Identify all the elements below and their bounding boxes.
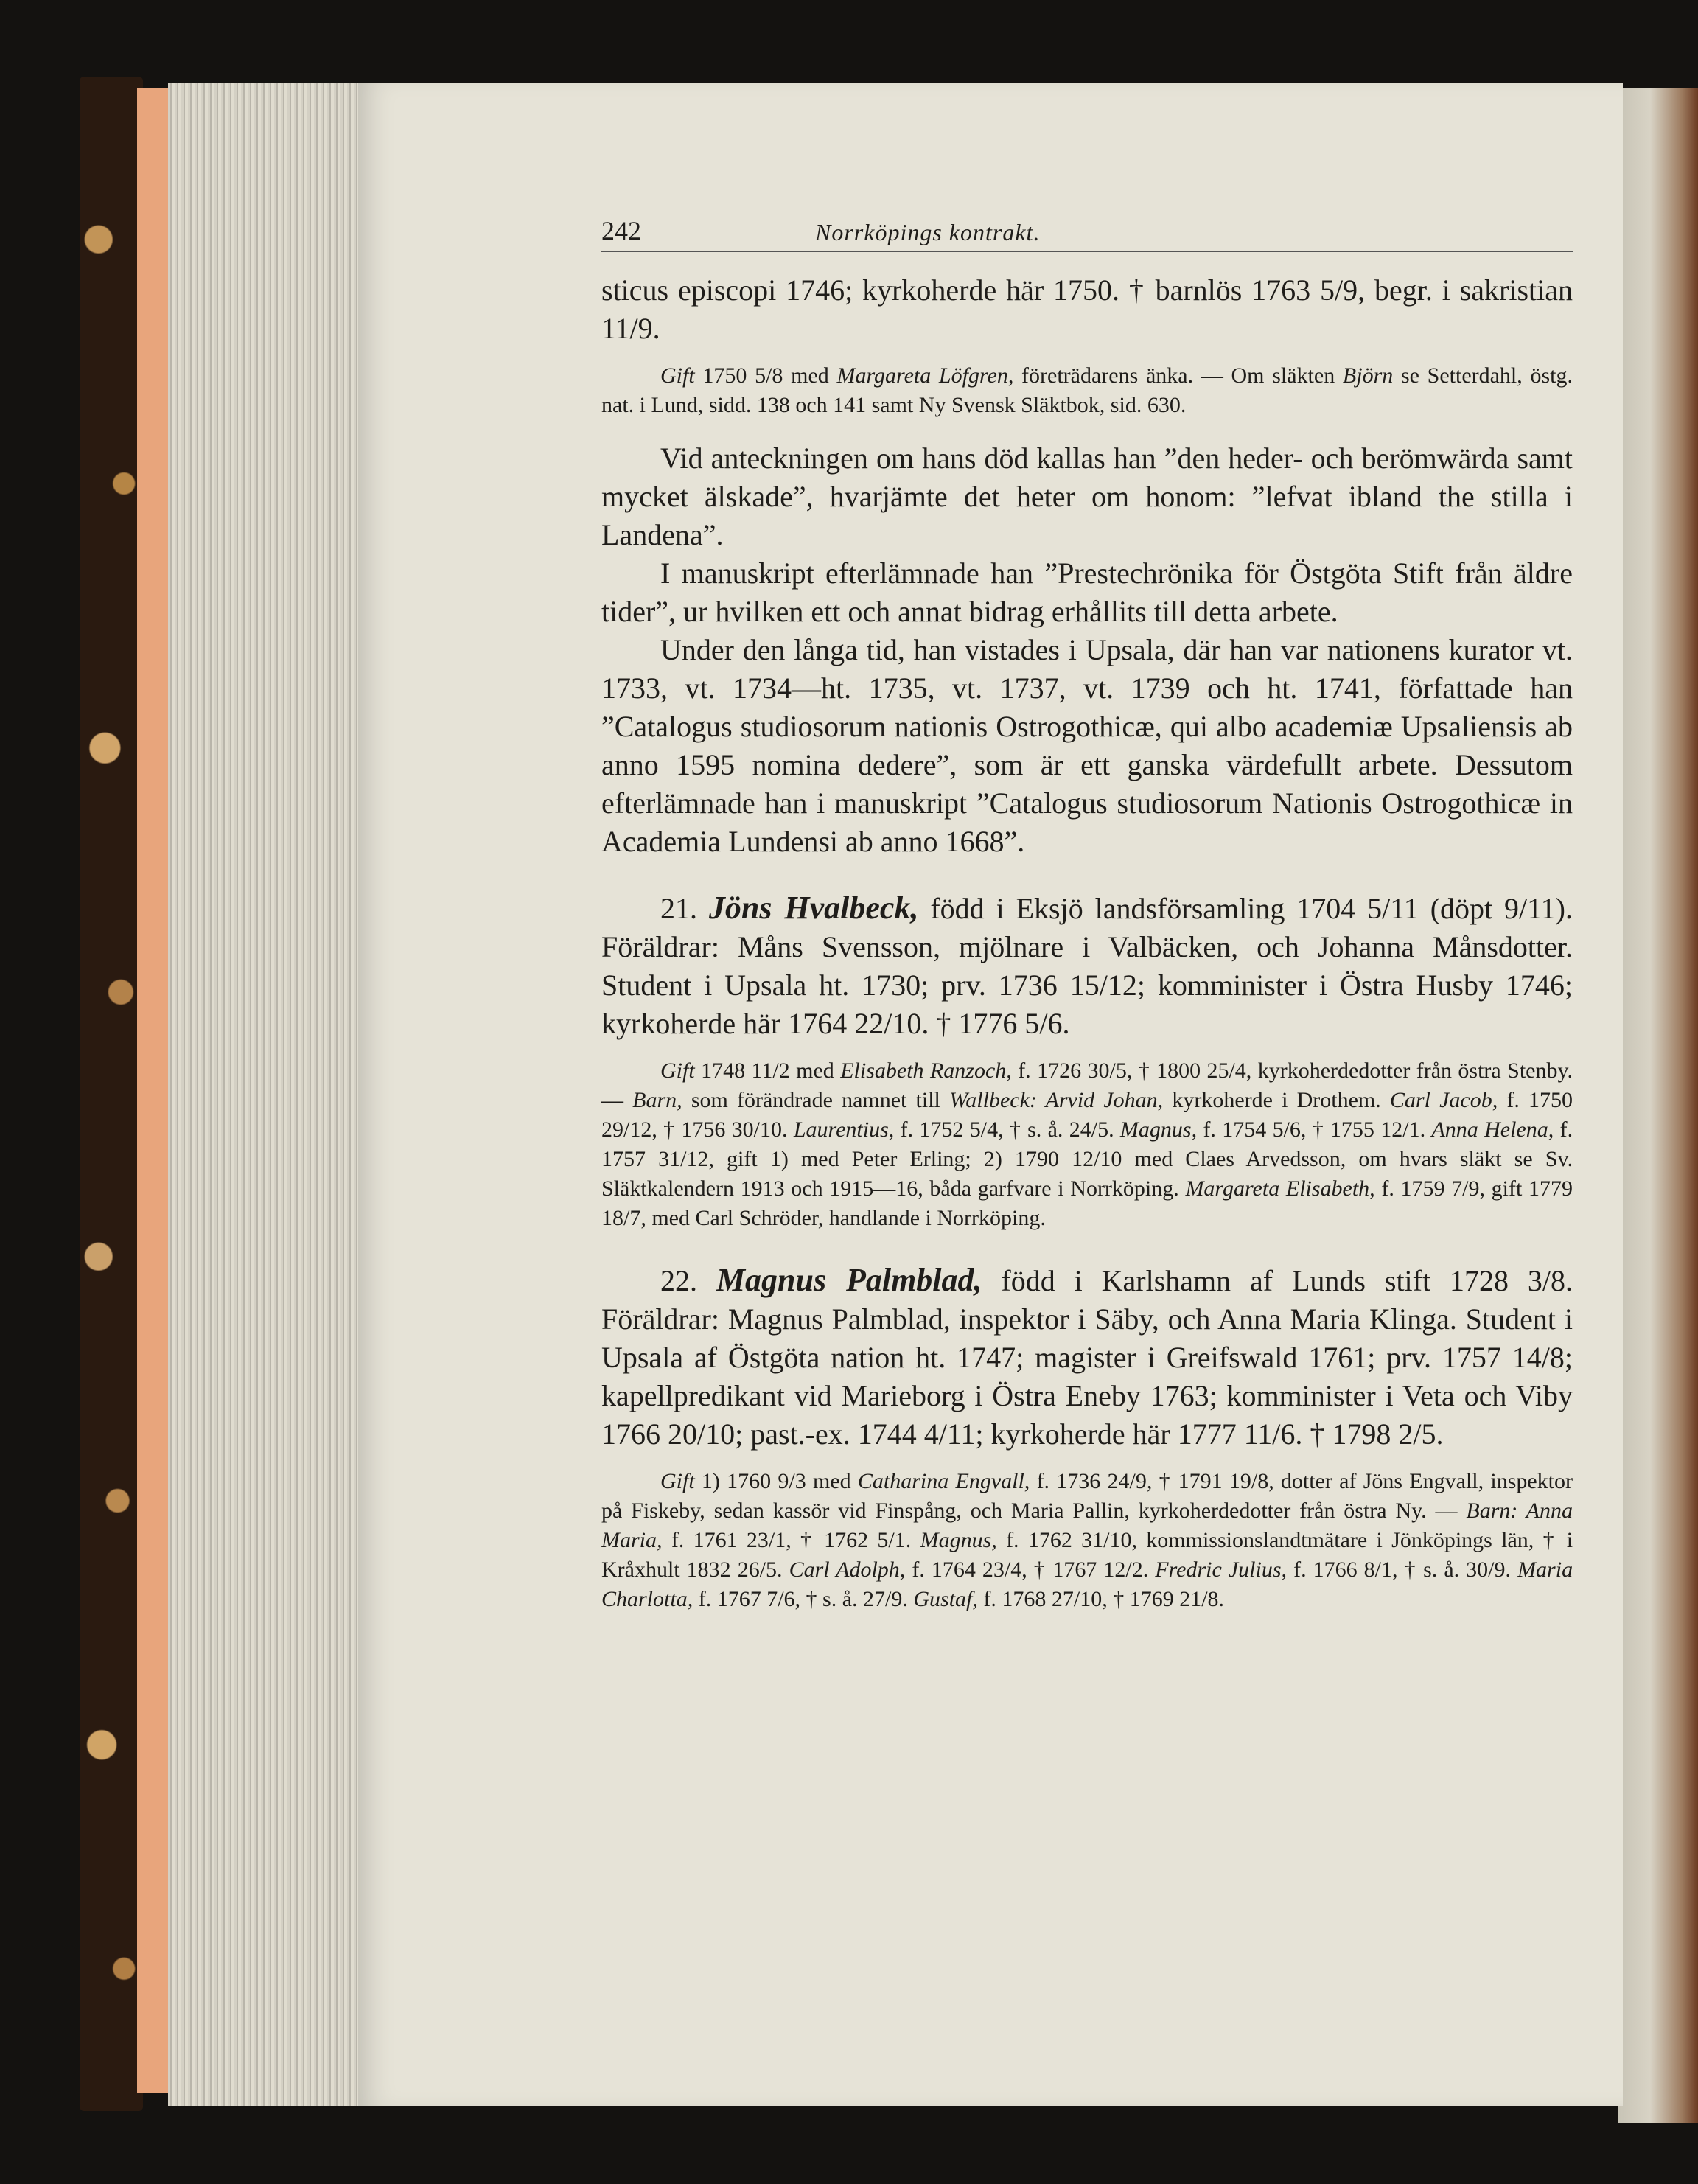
- entry-name: Jöns Hvalbeck,: [708, 890, 919, 926]
- note-text: f. 1762 31/10, kommissionslandtmätare i Jönköpings län, † i Kråxhult 1832 26/5.: [601, 1528, 1573, 1582]
- person-name: Laurentius,: [793, 1117, 895, 1142]
- person-name: Magnus,: [920, 1528, 997, 1552]
- note-text: företrädarens änka. — Om släkten: [1021, 363, 1335, 388]
- person-name: Elisabeth Ranzoch,: [840, 1058, 1012, 1083]
- person-name: Magnus,: [1119, 1117, 1198, 1142]
- person-name: Margareta Löfgren,: [836, 363, 1014, 388]
- page-stack: [168, 83, 360, 2106]
- paragraph-upsala: Under den långa tid, han vistades i Upsala, där han var nationens kurator vt. 1733, vt. 1734—ht. 1735, vt. 1737, vt. 1739 och ht. 1741, författade han ”Catalogus studiosorum nationis Ostrogothicæ, qui albo academiæ Upsaliensis ab anno 1595 nomina dedere”, som är ett ganska värdefullt arbete. Dessutom efterlämnade han i manuskript ”Catalogus studiosorum Nationis Ostrogothicæ in Academia Lundensi ab anno 1668”.: [601, 633, 1573, 858]
- paragraph-continuation: sticus episcopi 1746; kyrkoherde här 1750. † barnlös 1763 5/9, begr. i sakristian 11/9.: [601, 273, 1573, 345]
- note-text: f. 1759 7/9, gift 1779 18/7, med Carl Schröder, handlande i Norrköping.: [601, 1176, 1573, 1230]
- entry-21: [601, 889, 1573, 1043]
- person-name: Margareta Elisabeth,: [1185, 1176, 1375, 1201]
- entry-21-family: [601, 1056, 1573, 1233]
- note-text: f. 1761 23/1, † 1762 5/1.: [671, 1528, 912, 1552]
- person-name: Fredric Julius,: [1155, 1557, 1288, 1582]
- person-name: Maria Charlotta,: [601, 1557, 1573, 1611]
- gift-label: Gift: [660, 363, 695, 388]
- page-number: 242: [601, 216, 641, 245]
- entry-number: 22.: [660, 1264, 697, 1297]
- person-name: Wallbeck: Arvid Johan,: [949, 1088, 1164, 1112]
- entry-number: 21.: [660, 892, 697, 925]
- note-text: f. 1750 29/12, † 1756 30/10.: [601, 1088, 1573, 1142]
- note-text: f. 1757 31/12, gift 1) med Peter Erling; 2) 1790 12/10 med Claes Arvedsson, om hvars släkt se Sv. Släktkalendern 1913 och 1915—16, båda garfvare i Norrköping.: [601, 1117, 1573, 1201]
- paragraph-manuscript: I manuskript efterlämnade han ”Prestechrönika för Östgöta Stift från äldre tider”, ur hvilken ett och annat bidrag erhållits till detta arbete.: [601, 557, 1573, 628]
- note-text: f. 1767 7/6, † s. å. 27/9.: [698, 1587, 908, 1611]
- note-text: f. 1736 24/9, † 1791 19/8, dotter af Jöns Engvall, inspektor på Fiskeby, sedan kassör vid Finspång, och Maria Pallin, kyrkoherdedotter från östra Ny. —: [601, 1469, 1573, 1523]
- note-text: f. 1726 30/5, † 1800 25/4, kyrkoherdedotter från östra Stenby. —: [601, 1058, 1573, 1112]
- note-text: f. 1766 8/1, † s. å. 30/9.: [1293, 1557, 1512, 1582]
- entry-22: [601, 1261, 1573, 1454]
- person-name: Gustaf,: [913, 1587, 978, 1611]
- person-name: Catharina Engvall,: [857, 1469, 1030, 1493]
- note-text: f. 1754 5/6, † 1755 12/1.: [1203, 1117, 1426, 1142]
- person-name: Anna Helena,: [1431, 1117, 1554, 1142]
- book-binding: [80, 77, 143, 2111]
- running-head: Norrköpings kontrakt.: [815, 219, 1041, 245]
- entry-22-family: [601, 1467, 1573, 1614]
- note-text: f. 1764 23/4, † 1767 12/2.: [912, 1557, 1149, 1582]
- marriage-note-1: [601, 361, 1573, 420]
- paragraph-death-note: Vid anteckningen om hans död kallas han ”den heder- och berömwärda samt mycket älskade”, hvarjämte det heter om honom: ”lefvat ibland the stilla i Landena”.: [601, 442, 1573, 551]
- note-text: 1) 1760 9/3 med: [701, 1469, 851, 1493]
- person-name: Carl Jacob,: [1389, 1088, 1498, 1112]
- note-text: f. 1768 27/10, † 1769 21/8.: [983, 1587, 1225, 1611]
- entry-text: född i Karlshamn af Lunds stift 1728 3/8. Föräldrar: Magnus Palmblad, inspektor i Säby, och Anna Maria Klinga. Student i Upsala af Östgöta nation ht. 1747; magister i Greifswald 1761; prv. 1757 14/8; kapellpredikant vid Marieborg i Östra Eneby 1763; komminister i Veta och Viby 1766 20/10; past.-ex. 1744 4/11; kyrkoherde här 1777 11/6. † 1798 2/5.: [601, 1264, 1573, 1451]
- facing-page-edge: [1618, 88, 1698, 2123]
- entry-text: född i Eksjö landsförsamling 1704 5/11 (döpt 9/11). Föräldrar: Måns Svensson, mjölnare i Valbäcken, och Johanna Månsdotter. Student i Upsala ht. 1730; prv. 1736 15/12; komminister i Östra Husby 1746; kyrkoherde här 1764 22/10. † 1776 5/6.: [601, 892, 1573, 1040]
- note-text: som förändrade namnet till: [691, 1088, 940, 1112]
- page-header: [601, 215, 1573, 252]
- note-text: 1750 5/8 med: [702, 363, 829, 388]
- note-text: 1748 11/2 med: [701, 1058, 834, 1083]
- barn-label: Barn,: [632, 1088, 682, 1112]
- family-name: Björn: [1342, 363, 1394, 388]
- text-block: [601, 215, 1573, 1614]
- book-page: [358, 83, 1623, 2106]
- barn-label: Barn: Anna Maria,: [601, 1499, 1573, 1552]
- entry-name: Magnus Palmblad,: [716, 1262, 982, 1298]
- person-name: Carl Adolph,: [789, 1557, 906, 1582]
- note-text: se Setterdahl, östg. nat. i Lund, sidd. 138 och 141 samt Ny Svensk Släktbok, sid. 630.: [601, 363, 1573, 417]
- gift-label: Gift: [660, 1469, 695, 1493]
- gift-label: Gift: [660, 1058, 695, 1083]
- note-text: kyrkoherde i Drothem.: [1172, 1088, 1381, 1112]
- note-text: f. 1752 5/4, † s. å. 24/5.: [900, 1117, 1114, 1142]
